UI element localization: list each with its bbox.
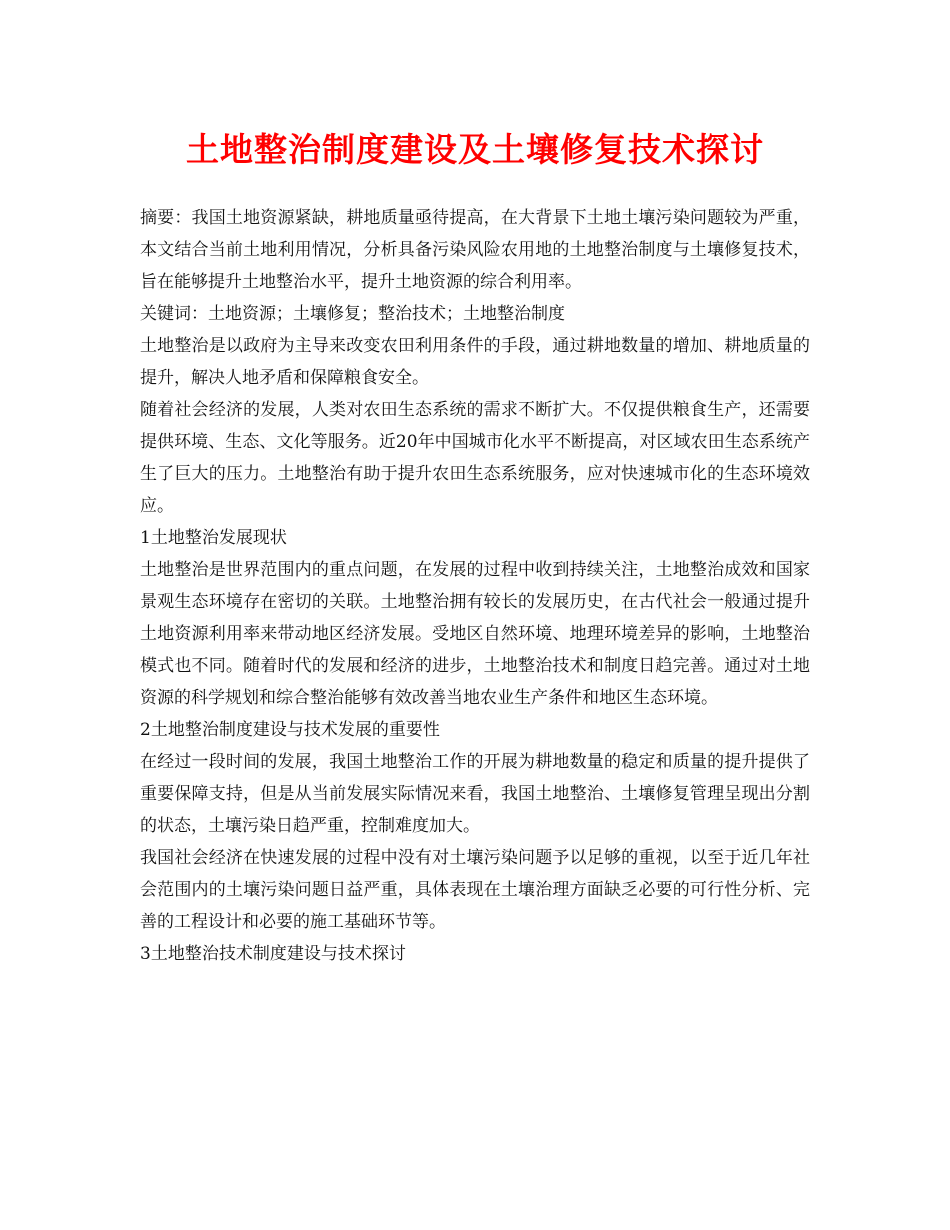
document-body — [140, 202, 810, 970]
body-paragraph: 土地整治是以政府为主导来改变农田利用条件的手段，通过耕地数量的增加、耕地质量的提升，解决人地矛盾和保障粮食安全。 — [140, 336, 810, 388]
body-paragraph: 在经过一段时间的发展，我国土地整治工作的开展为耕地数量的稳定和质量的提升提供了重要保障支持，但是从当前发展实际情况来看，我国土地整治、土壤修复管理呈现出分割的状态，土壤污染日趋严重，控制难度加大。 — [140, 752, 810, 836]
abstract-paragraph: 摘要：我国土地资源紧缺，耕地质量亟待提高，在大背景下土地土壤污染问题较为严重，本文结合当前土地利用情况，分析具备污染风险农用地的土地整治制度与土壤修复技术，旨在能够提升土地整治水平，提升土地资源的综合利用率。 — [140, 208, 810, 292]
section-heading: 1土地整治发展现状 — [140, 528, 287, 548]
body-paragraph: 土地整治是世界范围内的重点问题，在发展的过程中收到持续关注，土地整治成效和国家景观生态环境存在密切的关联。土地整治拥有较长的发展历史，在古代社会一般通过提升土地资源利用率来带动地区经济发展。受地区自然环境、地理环境差异的影响，土地整治模式也不同。随着时代的发展和经济的进步，土地整治技术和制度日趋完善。通过对土地资源的科学规划和综合整治能够有效改善当地农业生产条件和地区生态环境。 — [140, 560, 810, 708]
section-heading: 2土地整治制度建设与技术发展的重要性 — [140, 720, 440, 740]
document-title: 土地整治制度建设及土壤修复技术探讨 — [186, 130, 764, 169]
section-heading: 3土地整治技术制度建设与技术探讨 — [140, 944, 406, 964]
keywords-paragraph: 关键词：土地资源；土壤修复；整治技术；土地整治制度 — [140, 304, 565, 324]
body-paragraph: 我国社会经济在快速发展的过程中没有对土壤污染问题予以足够的重视，以至于近几年社会范围内的土壤污染问题日益严重，具体表现在土壤治理方面缺乏必要的可行性分析、完善的工程设计和必要的施工基础环节等。 — [140, 848, 810, 932]
body-paragraph: 随着社会经济的发展，人类对农田生态系统的需求不断扩大。不仅提供粮食生产，还需要提供环境、生态、文化等服务。近20年中国城市化水平不断提高，对区域农田生态系统产生了巨大的压力。土地整治有助于提升农田生态系统服务，应对快速城市化的生态环境效应。 — [140, 400, 810, 516]
